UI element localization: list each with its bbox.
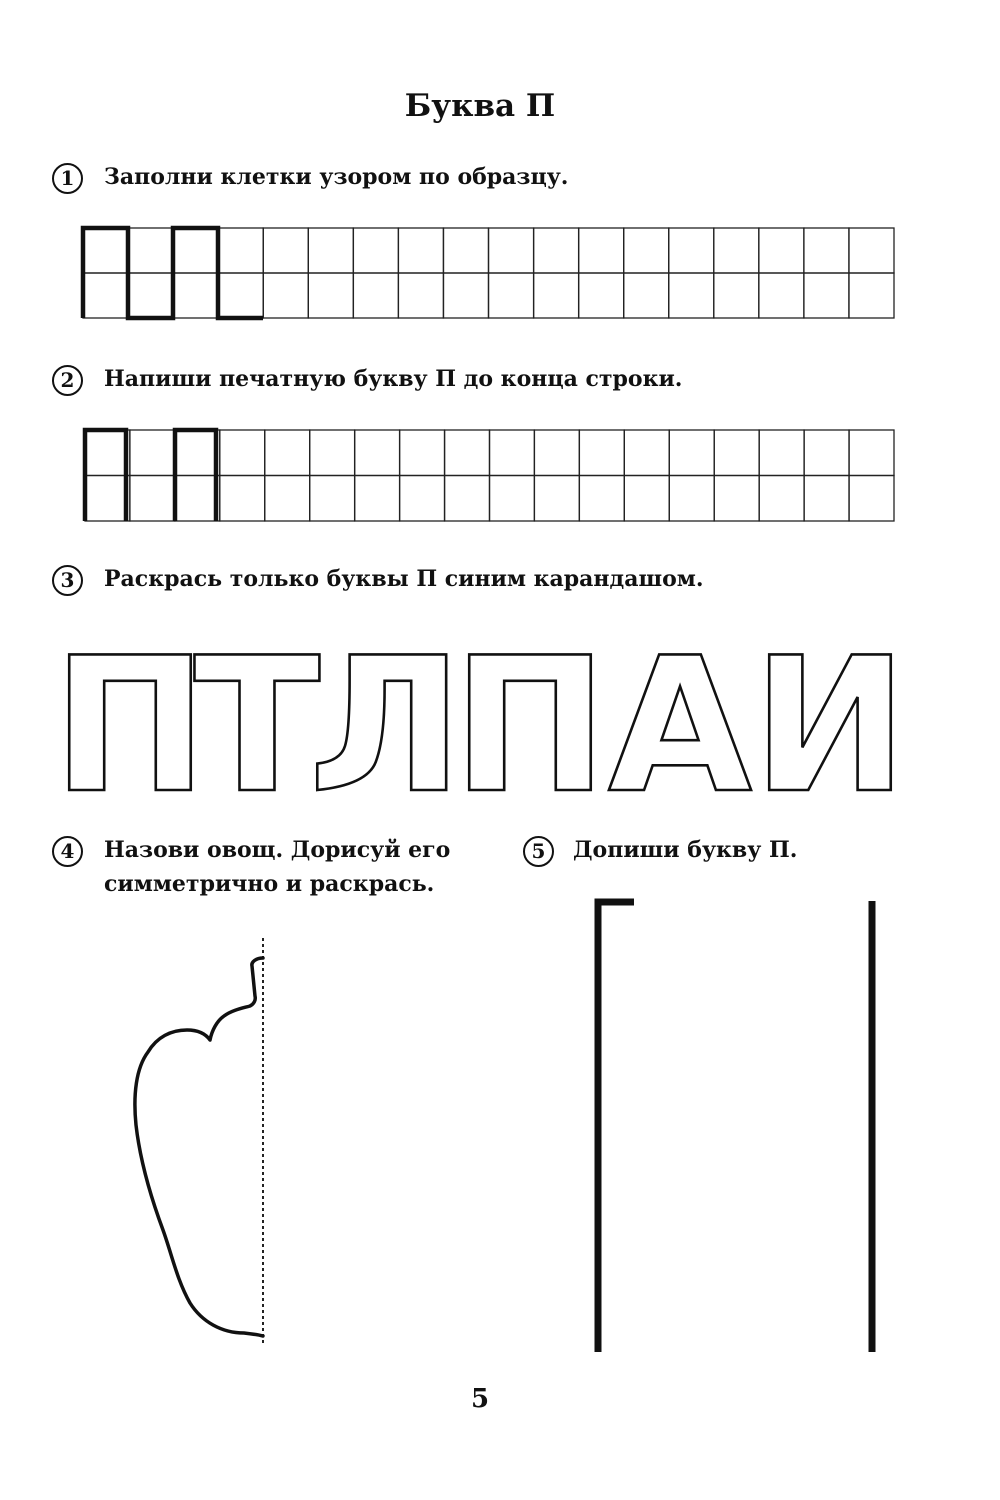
grid-cell[interactable] xyxy=(759,476,804,522)
grid-cell[interactable] xyxy=(443,273,488,318)
grid-cell[interactable] xyxy=(355,476,400,522)
grid-cell[interactable] xyxy=(398,228,443,273)
grid-cell[interactable] xyxy=(579,228,624,273)
page-title: Буква П xyxy=(404,88,556,124)
grid-cell[interactable] xyxy=(624,430,669,476)
grid-cell[interactable] xyxy=(83,273,128,318)
letter-writing-grid[interactable] xyxy=(85,430,894,521)
grid-cell[interactable] xyxy=(85,476,130,522)
task-number-badge: 2 xyxy=(52,365,83,396)
outline-letter[interactable]: П xyxy=(52,617,208,834)
grid-cell[interactable] xyxy=(759,430,804,476)
grid-cell[interactable] xyxy=(759,228,804,273)
grid-cell[interactable] xyxy=(849,476,894,522)
outline-letter[interactable]: Л xyxy=(308,617,464,834)
grid-cell[interactable] xyxy=(400,476,445,522)
grid-cell[interactable] xyxy=(534,273,579,318)
grid-cell[interactable] xyxy=(669,430,714,476)
grid-cell[interactable] xyxy=(308,228,353,273)
grid-cell[interactable] xyxy=(175,430,220,476)
grid-cell[interactable] xyxy=(310,476,355,522)
grid-cell[interactable] xyxy=(489,273,534,318)
outline-letters-row[interactable] xyxy=(52,617,908,834)
grid-cell[interactable] xyxy=(83,228,128,273)
grid-cell[interactable] xyxy=(669,476,714,522)
task-instruction: Допиши букву П. xyxy=(573,837,798,863)
grid-cell[interactable] xyxy=(173,228,218,273)
grid-cell[interactable] xyxy=(443,228,488,273)
grid-cell[interactable] xyxy=(490,430,535,476)
grid-cell[interactable] xyxy=(489,228,534,273)
grid-cell[interactable] xyxy=(445,430,490,476)
grid-cell[interactable] xyxy=(128,273,173,318)
grid-cell[interactable] xyxy=(714,228,759,273)
grid-cell[interactable] xyxy=(669,273,714,318)
grid-cell[interactable] xyxy=(220,476,265,522)
half-pepper-outline[interactable] xyxy=(135,958,263,1336)
grid-cell[interactable] xyxy=(849,273,894,318)
letter-p-left-stem xyxy=(598,902,634,1352)
grid-cell[interactable] xyxy=(130,430,175,476)
grid-cell[interactable] xyxy=(759,273,804,318)
grid-cell[interactable] xyxy=(849,430,894,476)
grid-cell[interactable] xyxy=(579,273,624,318)
task-number-badge: 1 xyxy=(52,163,83,194)
task-number-badge: 4 xyxy=(52,836,83,867)
grid-cell[interactable] xyxy=(804,430,849,476)
grid-cell[interactable] xyxy=(534,228,579,273)
task-number-badge: 5 xyxy=(523,836,554,867)
grid-cell[interactable] xyxy=(263,228,308,273)
grid-cell[interactable] xyxy=(310,430,355,476)
grid-cell[interactable] xyxy=(220,430,265,476)
grid-cell[interactable] xyxy=(714,273,759,318)
grid-cell[interactable] xyxy=(804,476,849,522)
task-number-badge: 3 xyxy=(52,565,83,596)
task-instruction: Напиши печатную букву П до конца строки. xyxy=(104,366,683,392)
grid-cell[interactable] xyxy=(308,273,353,318)
grid-cell[interactable] xyxy=(263,273,308,318)
grid-cell[interactable] xyxy=(579,476,624,522)
grid-cell[interactable] xyxy=(804,228,849,273)
page-number: 5 xyxy=(470,1384,490,1414)
grid-cell[interactable] xyxy=(398,273,443,318)
task-instruction-line-2: симметрично и раскрась. xyxy=(104,871,435,897)
grid-cell[interactable] xyxy=(265,476,310,522)
grid-cell[interactable] xyxy=(355,430,400,476)
grid-cell[interactable] xyxy=(804,273,849,318)
grid-cell[interactable] xyxy=(579,430,624,476)
grid-cell[interactable] xyxy=(849,228,894,273)
grid-cell[interactable] xyxy=(714,430,759,476)
grid-cell[interactable] xyxy=(265,430,310,476)
grid-cell[interactable] xyxy=(490,476,535,522)
task-instruction: Раскрась только буквы П синим карандашом. xyxy=(104,566,704,592)
grid-cell[interactable] xyxy=(173,273,218,318)
pattern-grid[interactable] xyxy=(83,228,894,318)
grid-cell[interactable] xyxy=(400,430,445,476)
outline-letter[interactable]: Т xyxy=(193,617,321,834)
grid-cell[interactable] xyxy=(534,430,579,476)
grid-cell[interactable] xyxy=(624,228,669,273)
grid-cell[interactable] xyxy=(85,430,130,476)
grid-cell[interactable] xyxy=(534,476,579,522)
grid-cell[interactable] xyxy=(624,273,669,318)
outline-letter[interactable]: И xyxy=(752,617,908,834)
grid-cell[interactable] xyxy=(669,228,714,273)
grid-cell[interactable] xyxy=(130,476,175,522)
grid-cell[interactable] xyxy=(445,476,490,522)
task-instruction: Заполни клетки узором по образцу. xyxy=(104,164,569,190)
outline-letter[interactable]: А xyxy=(608,617,752,834)
grid-cell[interactable] xyxy=(218,273,263,318)
grid-cell[interactable] xyxy=(218,228,263,273)
grid-cell[interactable] xyxy=(353,228,398,273)
grid-cell[interactable] xyxy=(353,273,398,318)
grid-cell[interactable] xyxy=(128,228,173,273)
grid-cell[interactable] xyxy=(714,476,759,522)
task-instruction-line-1: Назови овощ. Дорисуй его xyxy=(104,837,451,863)
grid-cell[interactable] xyxy=(175,476,220,522)
outline-letter[interactable]: П xyxy=(452,617,608,834)
grid-cell[interactable] xyxy=(624,476,669,522)
